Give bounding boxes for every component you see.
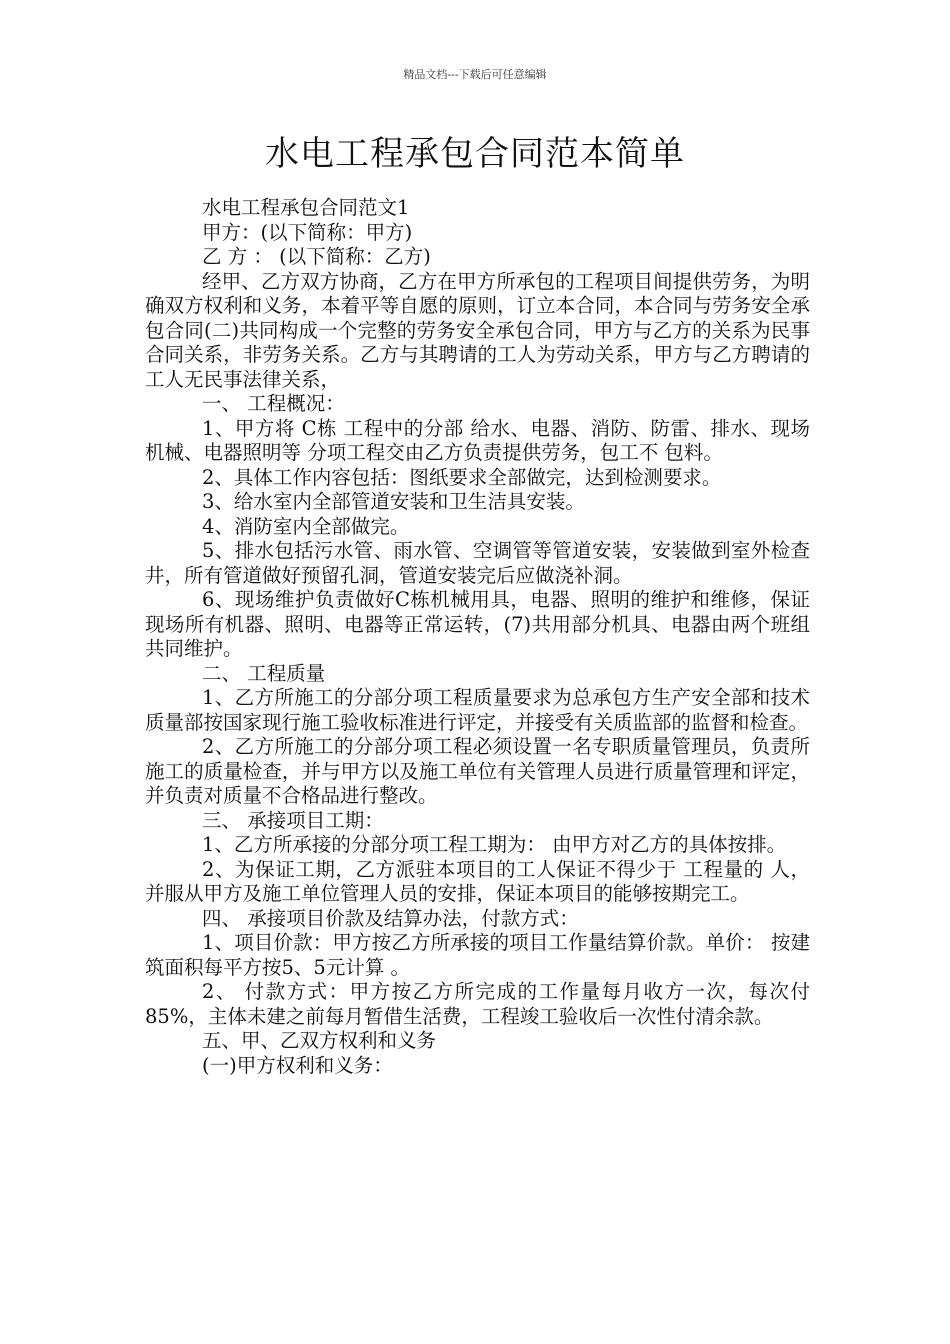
paragraph: 1、甲方将 C栋 工程中的分部 给水、电器、消防、防雷、排水、现场机械、电器照明等 分项工程交由乙方负责提供劳务，包工不 包料。 bbox=[145, 416, 810, 464]
paragraph: 4、消防室内全部做完。 bbox=[202, 514, 410, 538]
paragraph: 2、具体工作内容包括：图纸要求全部做完，达到检测要求。 bbox=[202, 465, 722, 489]
section-heading: 二、 工程质量 bbox=[202, 661, 326, 685]
paragraph: 1、乙方所承接的分部分项工程工期为： 由甲方对乙方的具体按排。 bbox=[202, 833, 787, 856]
section-heading: 五、甲、乙双方权利和义务 bbox=[202, 1029, 437, 1052]
section-heading: 四、 承接项目价款及结算办法，付款方式： bbox=[202, 906, 579, 930]
paragraph: 2、乙方所施工的分部分项工程必须设置一名专职质量管理员，负责所施工的质量检查，并与甲方以及施工单位有关管理人员进行质量管理和评定，并负责对质量不合格品进行整改。 bbox=[145, 735, 810, 807]
paragraph: 经甲、乙方双方协商，乙方在甲方所承包的工程项目间提供劳务，为明确双方权利和义务，本着平等自愿的原则，订立本合同，本合同与劳务安全承包合同(二)共同构成一个完整的劳务安全承包合同，甲方与乙方的关系为民事合同关系，非劳务关系。乙方与其聘请的工人为劳动关系，甲方与乙方聘请的工人无民事法律关系， bbox=[145, 269, 810, 391]
section-heading: 三、 承接项目工期： bbox=[202, 808, 384, 832]
paragraph: 2、为保证工期，乙方派驻本项目的工人保证不得少于 工程量的 人，并服从甲方及施工单位管理人员的安排，保证本项目的能够按期完工。 bbox=[145, 857, 810, 905]
paragraph: 1、项目价款：甲方按乙方所承接的项目工作量结算价款。单价： 按建筑面积每平方按5、5元计算 。 bbox=[145, 931, 810, 979]
paragraph: 乙 方 ： (以下简称：乙方) bbox=[202, 245, 431, 268]
paragraph: 水电工程承包合同范文1 bbox=[202, 196, 410, 219]
paragraph: 3、给水室内全部管道安装和卫生洁具安装。 bbox=[202, 490, 585, 513]
section-heading: 一、 工程概况： bbox=[202, 392, 345, 415]
paragraph: 1、乙方所施工的分部分项工程质量要求为总承包方生产安全部和技术质量部按国家现行施工验收标准进行评定，并接受有关质监部的监督和检查。 bbox=[145, 686, 810, 734]
paragraph: 6、现场维护负责做好C栋机械用具，电器、照明的维护和维修，保证现场所有机器、照明、电器等正常运转，(7)共用部分机具、电器由两个班组共同维护。 bbox=[145, 588, 810, 660]
paragraph: 5、排水包括污水管、雨水管、空调管等管道安装，安装做到室外检查井，所有管道做好预留孔洞，管道安装完后应做浇补洞。 bbox=[145, 539, 810, 587]
paragraph: 甲方：(以下简称：甲方) bbox=[202, 220, 413, 244]
header-note: 精品文档---下载后可任意编辑 bbox=[403, 68, 547, 81]
paragraph: (一)甲方权利和义务： bbox=[202, 1053, 393, 1077]
paragraph: 2、 付款方式：甲方按乙方所完成的工作量每月收方一次，每次付85%，主体未建之前每月暂借生活费，工程竣工验收后一次性付清余款。 bbox=[145, 980, 810, 1028]
document-title: 水电工程承包合同范本简单 bbox=[265, 134, 685, 174]
document-body bbox=[145, 196, 810, 1078]
